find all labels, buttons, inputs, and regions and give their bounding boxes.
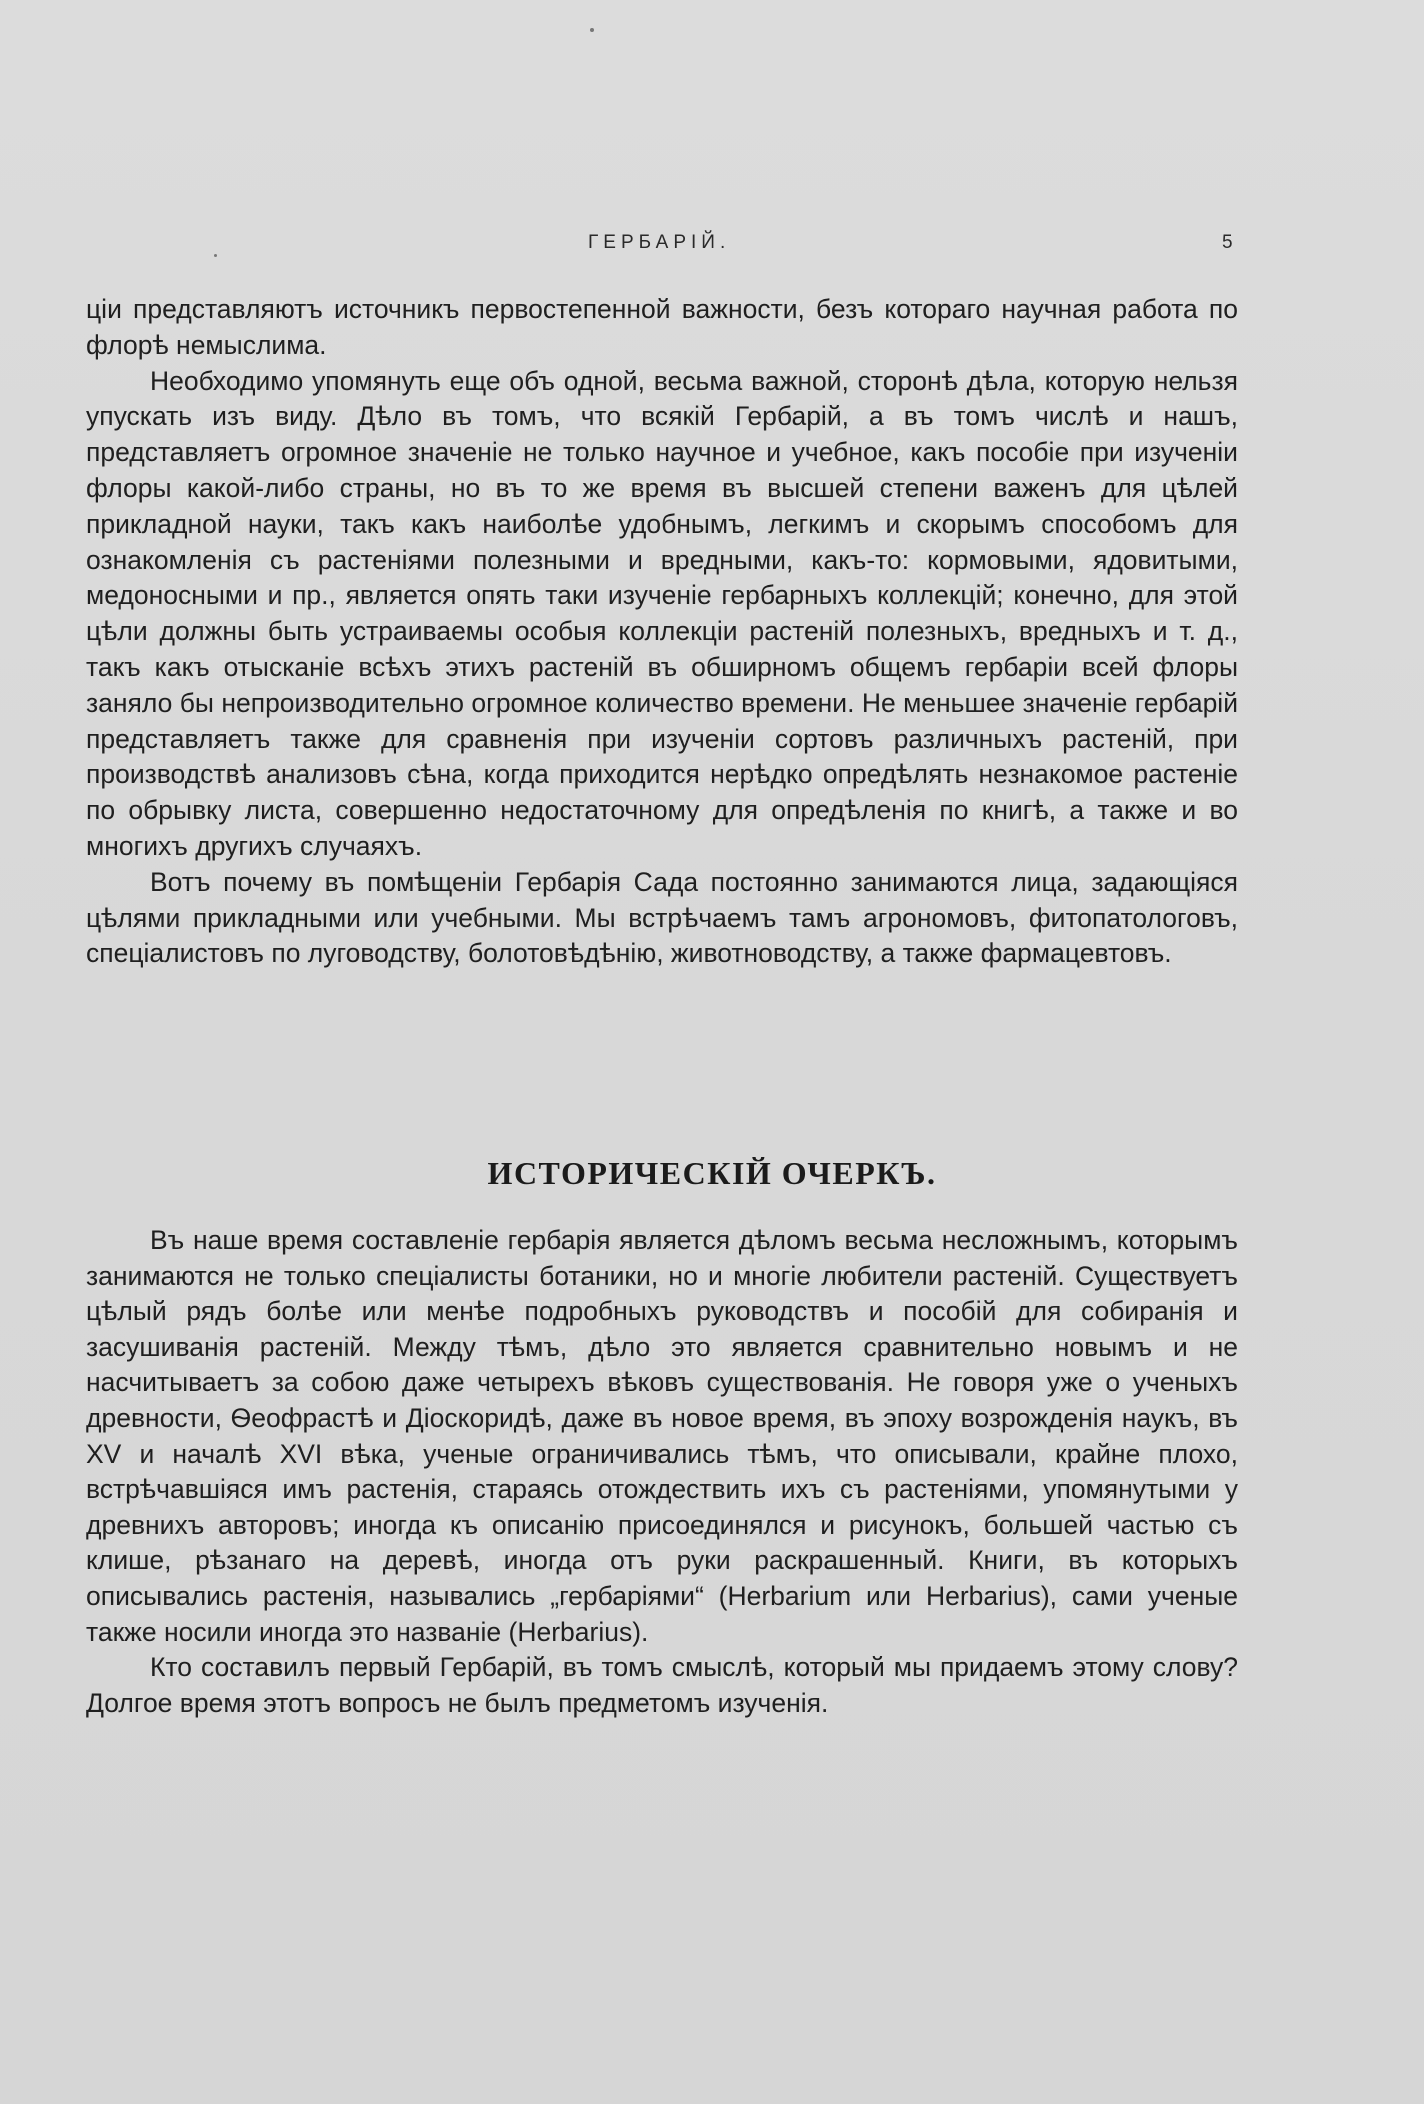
section-1-body (86, 292, 1238, 972)
paragraph: Вотъ почему въ помѣщеніи Гербарія Сада постоянно занимаются лица, задающіяся цѣлями прикладными или учебными. Мы встрѣчаемъ тамъ агрономовъ, фитопатологовъ, спеціалистовъ по луговодству, болотовѣдѣнію, животноводству, а также фармацевтовъ. (86, 866, 1238, 969)
section-heading: ИСТОРИЧЕСКІЙ ОЧЕРКЪ. (487, 1155, 937, 1191)
print-speck (590, 28, 594, 32)
page-number: 5 (1222, 232, 1233, 253)
print-speck (214, 254, 217, 257)
paragraph: Въ наше время составленіе гербарія является дѣломъ весьма несложнымъ, которымъ занимаются не только спеціалисты ботаники, но и многіе любители растеній. Существуетъ цѣлый рядъ болѣе или менѣе подробныхъ руководствъ и пособій для собиранія и засушиванія растеній. Между тѣмъ, дѣло это является сравнительно новымъ и не насчитываетъ за собою даже четырехъ вѣковъ существованія. Не говоря уже о ученыхъ древности, Ѳеофрастѣ и Діоскоридѣ, даже въ новое время, въ эпоху возрожденія наукъ, въ XV и началѣ XVI вѣка, ученые ограничивались тѣмъ, что описывали, крайне плохо, встрѣчавшіяся имъ растенія, стараясь отождествить ихъ съ растеніями, упомянутыми у древнихъ авторовъ; иногда къ описанію присоединялся и рисунокъ, большей частью съ клише, рѣзанаго на деревѣ, иногда отъ руки раскрашенный. Книги, въ которыхъ описывались растенія, назывались „гербаріями“ (Herbarium или Herbarius), сами ученые также носили иногда это названіе (Herbarius). (86, 1225, 1238, 1647)
paragraph: Кто составилъ первый Гербарій, въ томъ смыслѣ, который мы придаемъ этому слову? Долгое время этотъ вопросъ не былъ предметомъ изученія. (86, 1652, 1238, 1718)
section-2-body (86, 1223, 1238, 1721)
running-title: ГЕРБАРІЙ. (588, 232, 731, 253)
running-header (0, 232, 1424, 262)
paragraph: Необходимо упомянуть еще объ одной, весьма важной, сторонѣ дѣла, которую нельзя упускать изъ виду. Дѣло въ томъ, что всякій Гербарій, а въ томъ числѣ и нашъ, представляетъ огромное значеніе не только научное и учебное, какъ пособіе при изученіи флоры какой-либо страны, но въ то же время въ высшей степени важенъ для цѣлей прикладной науки, такъ какъ наиболѣе удобнымъ, легкимъ и скорымъ способомъ для ознакомленія съ растеніями полезными и вредными, какъ-то: кормовыми, ядовитыми, медоносными и пр., является опять таки изученіе гербарныхъ коллекцій; конечно, для этой цѣли должны быть устраиваемы особыя коллекціи растеній полезныхъ, вредныхъ и т. д., такъ какъ отысканіе всѣхъ этихъ растеній въ обширномъ общемъ гербаріи всей флоры заняло бы непроизводительно огромное количество времени. Не меньшее значеніе гербарій представляетъ также для сравненія при изученіи сортовъ различныхъ растеній, при производствѣ анализовъ сѣна, когда приходится нерѣдко опредѣлять незнакомое растеніе по обрывку листа, совершенно недостаточному для опредѣленія по книгѣ, а также и во многихъ другихъ случаяхъ. (86, 365, 1238, 861)
paragraph: ціи представляютъ источникъ первостепенной важности, безъ котораго научная работа по флорѣ немыслима. (86, 294, 1238, 360)
